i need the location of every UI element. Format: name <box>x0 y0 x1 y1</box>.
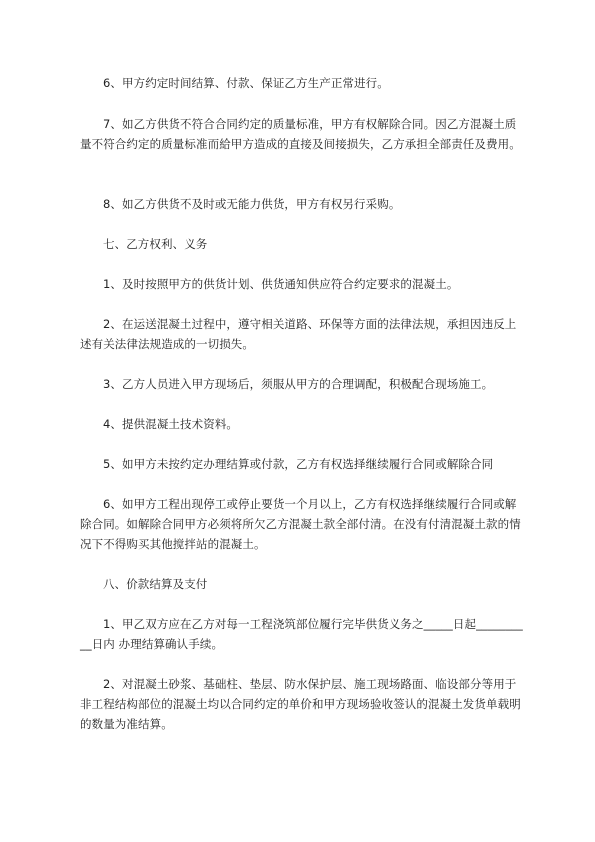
clause-8-alternative-purchase: 8、如乙方供货不及时或无能力供货，甲方有权另行采购。 <box>103 197 401 211</box>
clause-6-work-stoppage: 6、如甲方工程出现停工或停止要货一个月以上，乙方有权选择继续履行合同或解除合同。如解除合同甲方必须将所欠乙方混凝土款全部付清。在没有付清混凝土款的情况下不得购买其他搅拌站的混凝土。 <box>80 497 521 551</box>
clause-2-transport-compliance: 2、在运送混凝土过程中，遵守相关道路、环保等方面的法律法规，承担因违反上述有关法律法规造成的一切损失。 <box>80 317 517 351</box>
clause-4-technical-docs: 4、提供混凝土技术资料。 <box>103 417 239 431</box>
clause-5-payment-default: 5、如甲方未按约定办理结算或付款，乙方有权选择继续履行合同或解除合同 <box>103 457 494 471</box>
clause-1-supply-plan: 1、及时按照甲方的供货计划、供货通知供应符合约定要求的混凝土。 <box>103 277 459 291</box>
clause-3-site-personnel: 3、乙方人员进入甲方现场后，须服从甲方的合理调配，积极配合现场施工。 <box>103 377 494 391</box>
clause-6-party-a-settlement: 6、甲方约定时间结算、付款、保证乙方生产正常进行。 <box>103 76 389 90</box>
clause-2-settlement-basis: 2、对混凝土砂浆、基础柱、垫层、防水保护层、施工现场路面、临设部分等用于非工程结构部位的混凝土均以合同约定的单价和甲方现场验收签认的混凝土发货单载明的数量为准结算。 <box>80 677 521 731</box>
clause-7-quality-standard: 7、如乙方供货不符合合同约定的质量标准，甲方有权解除合同。因乙方混凝土质量不符合约定的质量标准而給甲方造成的直接及间接损失，乙方承担全部责任及费用。 <box>80 117 521 151</box>
section-8-heading: 八、价款结算及支付 <box>103 577 208 591</box>
clause-1-settlement-deadline: 1、甲乙双方应在乙方对每一工程浇筑部位履行完毕供货义务之_____日起__________日内 办理结算确认手续。 <box>80 617 523 651</box>
section-7-heading: 七、乙方权利、义务 <box>103 237 208 251</box>
